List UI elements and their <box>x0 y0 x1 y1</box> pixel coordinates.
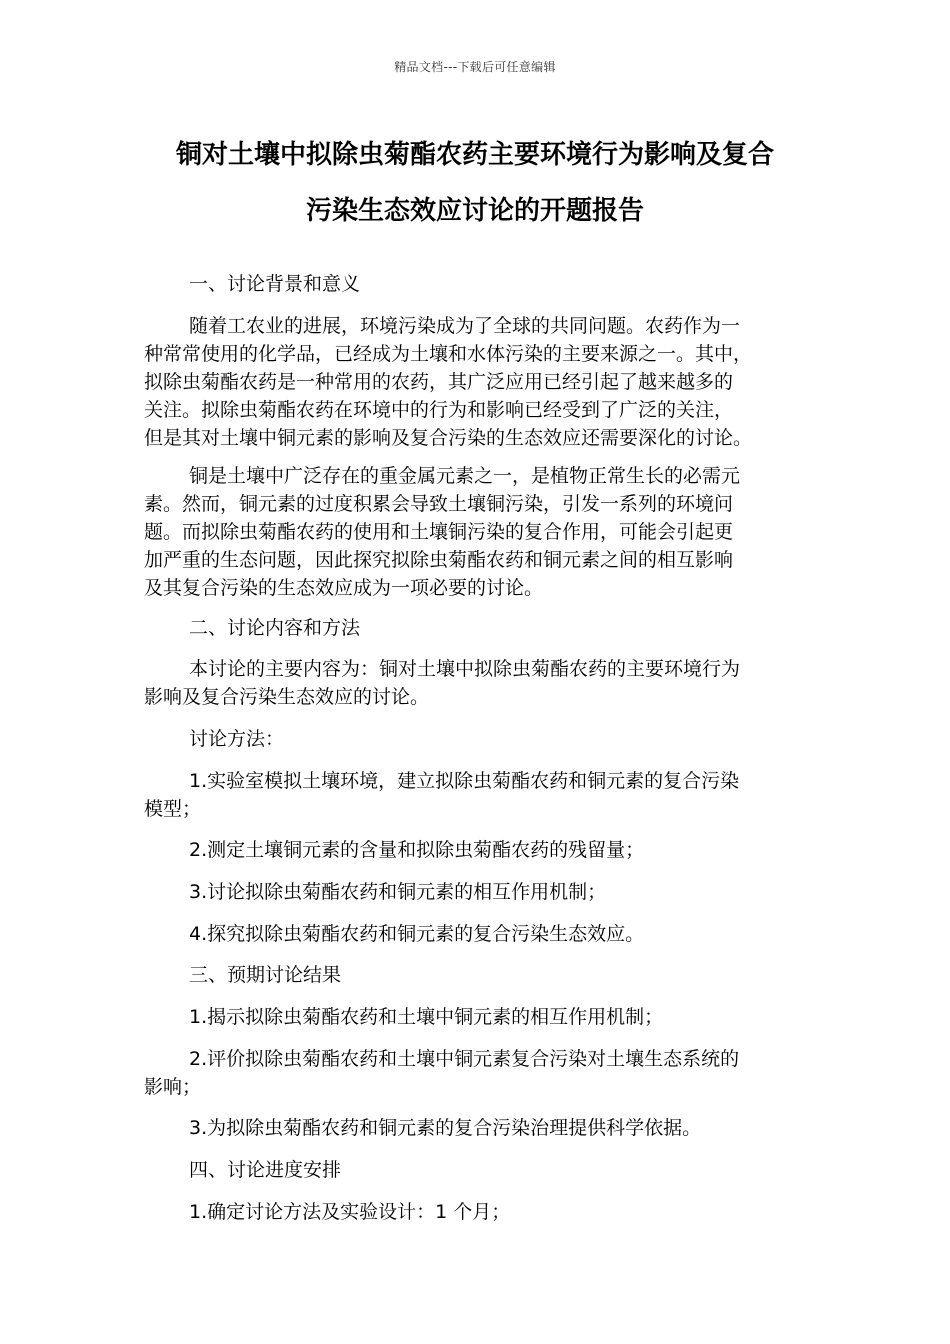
schedule-item-1 <box>144 1198 794 1226</box>
page-header: 精品文档---下载后可任意编辑 <box>394 60 556 74</box>
section-heading-content-methods <box>144 614 794 642</box>
text-line: 3.为拟除虫菊酯农药和铜元素的复合污染治理提供科学依据。 <box>189 1117 702 1139</box>
section-heading-background <box>144 270 794 298</box>
text-line: 影响； <box>144 1076 202 1098</box>
text-line: 种常常使用的化学品，已经成为土壤和水体污染的主要来源之一。其中， <box>144 343 753 365</box>
text-line: 4.探究拟除虫菊酯农药和铜元素的复合污染生态效应。 <box>189 923 645 945</box>
result-item-3 <box>144 1114 794 1142</box>
text-line: 加严重的生态问题，因此探究拟除虫菊酯农药和铜元素之间的相互影响 <box>144 549 734 571</box>
method-item-2 <box>144 836 794 864</box>
method-item-3 <box>144 878 794 906</box>
text-line: 四、讨论进度安排 <box>189 1159 342 1181</box>
text-line: 讨论方法： <box>189 728 285 750</box>
text-line: 2.测定土壤铜元素的含量和拟除虫菊酯农药的残留量； <box>189 839 645 861</box>
text-line: 及其复合污染的生态效应成为一项必要的讨论。 <box>144 577 544 599</box>
text-line: 关注。拟除虫菊酯农药在环境中的行为和影响已经受到了广泛的关注， <box>144 399 734 421</box>
text-line: 一、讨论背景和意义 <box>189 273 361 295</box>
text-line: 但是其对土壤中铜元素的影响及复合污染的生态效应还需要深化的讨论。 <box>144 427 753 449</box>
paragraph-background-2 <box>144 462 794 602</box>
paragraph-main-content <box>144 655 794 711</box>
document-title-line-2: 污染生态效应讨论的开题报告 <box>305 196 644 226</box>
text-line: 2.评价拟除虫菊酯农药和土壤中铜元素复合污染对土壤生态系统的 <box>189 1048 740 1070</box>
text-line: 模型； <box>144 798 202 820</box>
text-line: 1.揭示拟除虫菊酯农药和土壤中铜元素的相互作用机制； <box>189 1006 664 1028</box>
text-line: 随着工农业的进展，环境污染成为了全球的共同问题。农药作为一 <box>189 315 741 337</box>
text-line: 1.确定讨论方法及实验设计：1 个月； <box>189 1201 511 1223</box>
method-item-1 <box>144 767 794 823</box>
result-item-2 <box>144 1045 794 1101</box>
text-line: 二、讨论内容和方法 <box>189 617 361 639</box>
text-line: 3.讨论拟除虫菊酯农药和铜元素的相互作用机制； <box>189 881 607 903</box>
section-heading-expected-results <box>144 961 794 989</box>
result-item-1 <box>144 1003 794 1031</box>
text-line: 铜是土壤中广泛存在的重金属元素之一，是植物正常生长的必需元 <box>189 465 741 487</box>
document-title-line-1: 铜对土壤中拟除虫菊酯农药主要环境行为影响及复合 <box>175 140 774 170</box>
section-heading-schedule <box>144 1156 794 1184</box>
methods-label <box>144 725 794 753</box>
paragraph-background-1 <box>144 312 794 452</box>
text-line: 本讨论的主要内容为：铜对土壤中拟除虫菊酯农药的主要环境行为 <box>189 658 741 680</box>
text-line: 1.实验室模拟土壤环境，建立拟除虫菊酯农药和铜元素的复合污染 <box>189 770 740 792</box>
method-item-4 <box>144 920 794 948</box>
text-line: 题。而拟除虫菊酯农药的使用和土壤铜污染的复合作用，可能会引起更 <box>144 521 734 543</box>
text-line: 拟除虫菊酯农药是一种常用的农药，其广泛应用已经引起了越来越多的 <box>144 371 734 393</box>
text-line: 素。然而，铜元素的过度积累会导致土壤铜污染，引发一系列的环境问 <box>144 493 734 515</box>
text-line: 影响及复合污染生态效应的讨论。 <box>144 686 430 708</box>
text-line: 三、预期讨论结果 <box>189 964 342 986</box>
